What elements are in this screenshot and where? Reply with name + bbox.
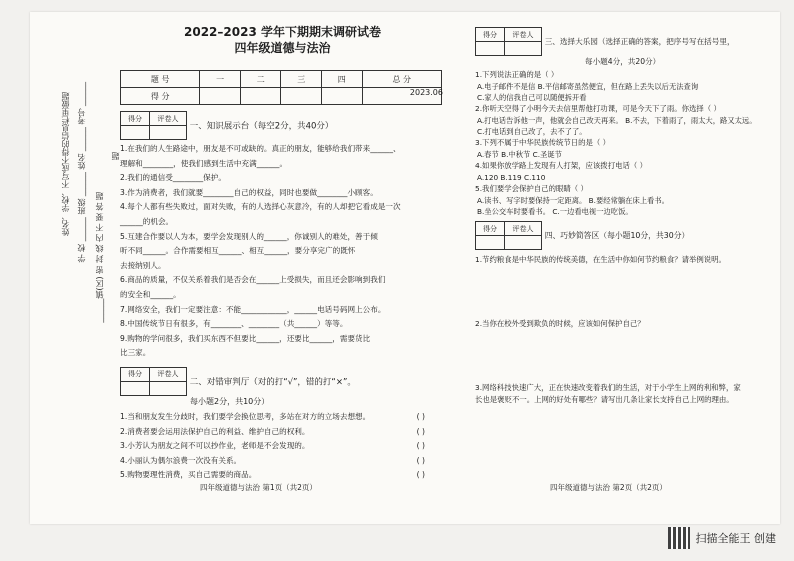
section-four-title: 四、巧妙简答区（每小题10分，共30分） bbox=[544, 231, 690, 240]
judge-item bbox=[120, 425, 455, 440]
grader-score-cell[interactable] bbox=[121, 126, 150, 140]
answer-paren[interactable]: ( ) bbox=[416, 441, 425, 451]
exam-date: 2023.06 bbox=[409, 88, 443, 97]
score-table bbox=[120, 70, 442, 105]
scanner-watermark bbox=[668, 527, 777, 549]
exam-sheet bbox=[30, 12, 780, 524]
section-four-header bbox=[475, 221, 775, 250]
choice-question: 1.下列说法正确的是（ ） bbox=[475, 70, 559, 79]
section-two-header bbox=[120, 367, 455, 407]
judge-item-text: 3.小芳认为朋友之间不可以抄作业，老师是不会发现的。 bbox=[120, 441, 310, 451]
answer-space[interactable] bbox=[475, 330, 775, 382]
grader-name-cell[interactable] bbox=[150, 381, 187, 395]
judge-item bbox=[120, 410, 455, 425]
fill-line: 听不同______。合作需要相互______、相互______，要分享完广的既怀 bbox=[120, 246, 356, 256]
section-three-header bbox=[475, 27, 775, 67]
answer-paren[interactable]: ( ) bbox=[416, 411, 425, 421]
answer-paren[interactable]: ( ) bbox=[416, 455, 425, 465]
page-two-footer: 四年级道德与法治 第2页（共2页） bbox=[550, 483, 667, 492]
fill-line: 8.中国传统节日有很多，有________、________（共______）等等。 bbox=[120, 319, 348, 329]
score-cell[interactable] bbox=[200, 88, 241, 105]
fill-line: 理解和________，使我们感到生活中充满______。 bbox=[120, 158, 288, 168]
choice-options[interactable]: B.坐公交车时要看书。 C.一边看电视一边吃饭。 bbox=[477, 207, 633, 216]
choice-options[interactable]: A.读书、写字时要保持一定距离。 B.要经常躺在床上看书。 bbox=[477, 196, 669, 205]
answer-paren[interactable]: ( ) bbox=[416, 470, 425, 480]
grader-score-cell[interactable] bbox=[476, 236, 505, 250]
section-two-subtitle: 每小题2分，共10分） bbox=[190, 396, 270, 406]
binding-seal-line: ______镇(区) 密 封 线 内 不 要 答 题 bbox=[95, 192, 104, 323]
grader-score-cell[interactable] bbox=[476, 42, 505, 56]
choice-question: 2.你听天空得了小明今天去信里帮他打功课，可是今天下了雨。你选择（ ） bbox=[475, 104, 721, 113]
exam-title: 2022–2023 学年下期期末调研试卷 bbox=[184, 25, 381, 39]
grader-score-cell[interactable] bbox=[121, 381, 150, 395]
judge-item-text: 1.当和朋友发生分歧时，我们要学会换位思考，多站在对方的立场去想想。 bbox=[120, 411, 371, 421]
section-one-title: 一、知识展示台（每空2分，共40分） bbox=[189, 121, 334, 132]
fill-line: 去接纳别人。 bbox=[120, 260, 166, 270]
page-one bbox=[110, 24, 455, 483]
fill-line: 比三家。 bbox=[120, 348, 151, 358]
judge-item-text: 5.购物要理性消费，买自己需要的商品。 bbox=[120, 470, 257, 480]
fill-line: 9.购物的学问很多，我们买东西不但要比______，还要比______，需要货比 bbox=[120, 333, 371, 343]
choice-options[interactable]: A.打电话告诉他一声，他就会自己改天再来。 B.不去，下着雨了，雨太大，路又太远。 bbox=[477, 116, 757, 125]
choice-question: 4.如果你放学路上发现有人打架，应该拨打电话（ ） bbox=[475, 161, 647, 170]
section-three-subtitle: 每小题4分，共20分） bbox=[585, 57, 661, 66]
grader-box bbox=[475, 27, 542, 56]
choice-options[interactable]: A.120 B.119 C.110 bbox=[477, 173, 546, 182]
grader-box bbox=[120, 367, 187, 396]
short-answer-question: 2.当你在校外受到欺负的时候，应该如何保护自己？ bbox=[475, 319, 645, 328]
score-col-4: 四 bbox=[322, 71, 363, 88]
section-two-title: 二、对错审判厅（对的打“√”，错的打“×”。 bbox=[189, 377, 356, 388]
choice-options[interactable]: A.电子邮件不是信 B.平信邮寄虽然便宜，但在路上丢失以后无法查询 bbox=[477, 82, 699, 91]
judge-item-text: 2.消费者要会运用法保护自己的利益、维护自己的权利。 bbox=[120, 426, 310, 436]
grader-box bbox=[475, 221, 542, 250]
score-col-2: 二 bbox=[240, 71, 281, 88]
choice-question: 5.我们要学会保护自己的眼睛（ ） bbox=[475, 184, 588, 193]
binding-student-info: 学 校 ______ 班级 ______ 姓名 ______ 考号 ______ bbox=[77, 82, 86, 263]
binding-notice: 姓名、学校、不写成不得的信息栏里做题 bbox=[61, 92, 70, 236]
score-row-label: 得 分 bbox=[121, 88, 200, 105]
fill-line: 6.商品的质量，不仅关系着我们是否会在______上受损失，而且还会影响到我们 bbox=[120, 275, 386, 285]
score-col-1: 一 bbox=[200, 71, 241, 88]
score-cell[interactable] bbox=[281, 88, 322, 105]
judge-item bbox=[120, 468, 455, 483]
fill-line: 7.网络安全，我们一定要注意：不能____________，______电话号码网上公布。 bbox=[120, 304, 386, 314]
binding-answer: 题 bbox=[111, 152, 120, 160]
fill-line: 3.作为消费者，我们就要________自己的权益，同时也要做________小顾客。 bbox=[120, 187, 378, 197]
fill-line: 2.我们的通信受________保护。 bbox=[120, 173, 226, 183]
choice-question: 3.下列不属于中华民族传统节日的是（ ） bbox=[475, 138, 611, 147]
score-total: 总 分 bbox=[362, 71, 441, 88]
section-three-body bbox=[475, 69, 775, 217]
fill-line: 的安全和______。 bbox=[120, 289, 181, 299]
judge-item-text: 4.小丽认为偶尔浪费一次没有关系。 bbox=[120, 455, 242, 465]
grader-name-label: 评卷人 bbox=[150, 112, 187, 126]
grader-score-label: 得分 bbox=[476, 28, 505, 42]
section-three-title: 三、选择大乐园（选择正确的答案，把序号写在括号里， bbox=[544, 37, 735, 46]
qr-code-icon bbox=[668, 527, 690, 549]
grader-score-label: 得分 bbox=[476, 222, 505, 236]
grader-name-label: 评卷人 bbox=[505, 222, 542, 236]
watermark-text: 扫描全能王 创建 bbox=[695, 532, 776, 545]
grader-name-label: 评卷人 bbox=[150, 367, 187, 381]
short-answer-question: 1.节约粮食是中华民族的传统美德，在生活中你如何节约粮食？请举例说明。 bbox=[475, 255, 726, 264]
grader-name-cell[interactable] bbox=[150, 126, 187, 140]
exam-subject: 四年级道德与法治 bbox=[234, 41, 331, 55]
score-header: 题 号 bbox=[121, 71, 200, 88]
grader-score-label: 得分 bbox=[121, 367, 150, 381]
section-two-body bbox=[120, 410, 455, 483]
section-one-header bbox=[120, 111, 455, 140]
choice-options[interactable]: C.家人的信我自己可以随便拆开看 bbox=[477, 93, 587, 102]
score-col-3: 三 bbox=[281, 71, 322, 88]
grader-box bbox=[120, 111, 187, 140]
short-answer-question: 3.网络科技快速广大，正在快速改变着我们的生活，对于小学生上网的利和弊，家 bbox=[475, 383, 741, 392]
fill-line: 5.互建合作要以人为本，要学会发现别人的______，你诚别人的难处，善于倾 bbox=[120, 231, 378, 241]
page-one-footer: 四年级道德与法治 第1页（共2页） bbox=[200, 483, 317, 492]
judge-item bbox=[120, 454, 455, 469]
grader-name-label: 评卷人 bbox=[505, 28, 542, 42]
score-cell[interactable] bbox=[240, 88, 281, 105]
short-answer-question: 长也是褒贬不一。上网的好处有哪些？请写出几条让家长支持自己上网的理由。 bbox=[475, 395, 734, 404]
grader-name-cell[interactable] bbox=[505, 42, 542, 56]
judge-item bbox=[120, 439, 455, 454]
answer-space[interactable] bbox=[475, 266, 775, 318]
answer-paren[interactable]: ( ) bbox=[416, 426, 425, 436]
fill-line: 4.每个人都有些失败过，面对失败，有的人选择心灰意冷，有的人却把它看成是一次 bbox=[120, 202, 401, 212]
fill-line: ______的机会。 bbox=[120, 216, 174, 226]
section-one-body bbox=[120, 142, 455, 361]
score-cell[interactable] bbox=[322, 88, 363, 105]
choice-options[interactable]: C.打电话到自己改了，去不了了。 bbox=[477, 127, 587, 136]
choice-options[interactable]: A.春节 B.中秋节 C.圣诞节 bbox=[477, 150, 562, 159]
grader-name-cell[interactable] bbox=[505, 236, 542, 250]
grader-score-label: 得分 bbox=[121, 112, 150, 126]
page-two bbox=[475, 24, 775, 406]
fill-line: 1.在我们的人生路途中，朋友是不可或缺的。真正的朋友，能够给我们带来______、 bbox=[120, 144, 401, 153]
